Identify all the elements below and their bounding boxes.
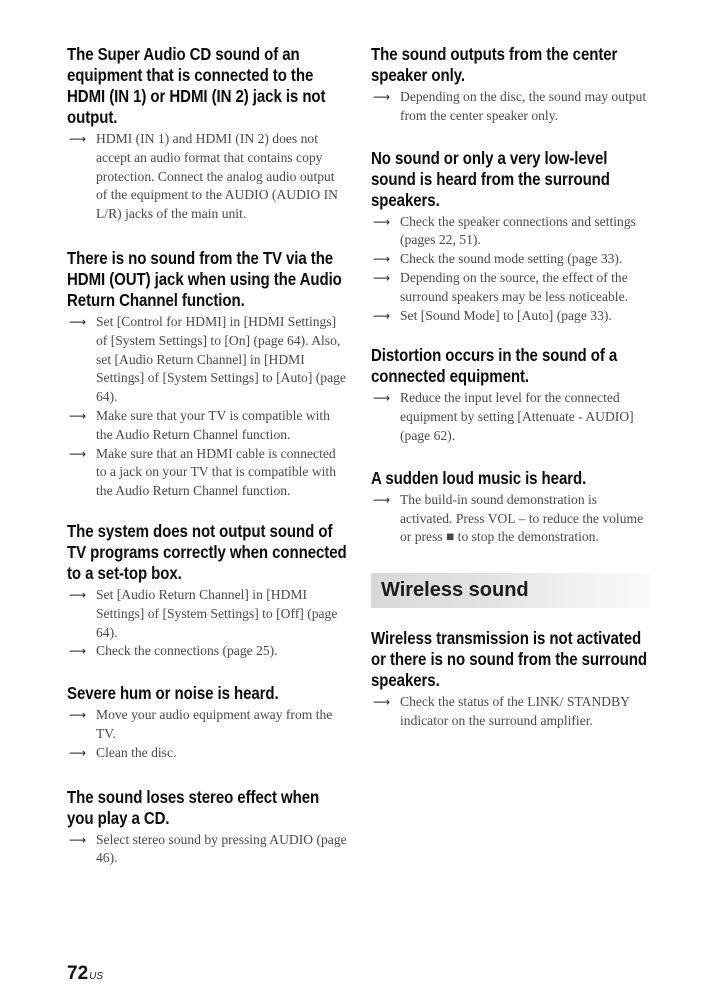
item-text: Reduce the input level for the connected equipment by setting [Attenuate - AUDIO] (page 62). [400, 390, 634, 443]
arrow-icon: ⟶ [69, 708, 87, 723]
list-item [371, 491, 651, 547]
item-text: HDMI (IN 1) and HDMI (IN 2) does not accept an audio format that contains copy protection. Connect the analog audio output of the equipment to the AUDIO (AUDIO IN L/R) jacks of the main unit. [96, 131, 338, 222]
item-text: Set [Control for HDMI] in [HDMI Settings] of [System Settings] to [On] (page 64). Also, set [Audio Return Channel] in [HDMI Settings] of [System Settings] to [Auto] (page 64). [96, 313, 346, 405]
item-list [371, 213, 651, 326]
list-item [67, 445, 347, 501]
section-banner [371, 573, 650, 608]
page-number-suffix: US [89, 971, 104, 982]
list-item [67, 313, 347, 407]
item-list [371, 693, 651, 731]
list-item [371, 389, 651, 445]
section-heading: The sound outputs from the center speaker only. [371, 44, 618, 85]
troubleshoot-section [371, 468, 651, 547]
arrow-icon: ⟶ [69, 408, 87, 423]
list-item [371, 88, 651, 126]
item-text: Check the sound mode setting (page 33). [400, 251, 623, 267]
item-text: Make sure that an HDMI cable is connected to a jack on your TV that is compatible with the Audio Return Channel function. [96, 445, 336, 499]
section-heading: The sound loses stereo effect when you play a CD. [67, 786, 320, 828]
page-number-value: 72 [67, 963, 89, 984]
troubleshoot-section [67, 521, 347, 661]
item-text: Check the connections (page 25). [96, 643, 278, 659]
arrow-icon: ⟶ [373, 492, 391, 507]
arrow-icon: ⟶ [69, 587, 87, 602]
arrow-icon: ⟶ [69, 745, 87, 760]
item-text: Check the speaker connections and settings (pages 22, 51). [400, 213, 636, 248]
arrow-icon: ⟶ [373, 695, 391, 710]
item-text: Check the status of the LINK/ STANDBY indicator on the surround amplifier. [400, 694, 630, 728]
section-heading: Distortion occurs in the sound of a connected equipment. [371, 345, 618, 387]
list-item [67, 586, 347, 642]
list-item [371, 307, 651, 326]
list-item [371, 693, 651, 731]
list-item [371, 269, 651, 307]
list-item [67, 407, 347, 445]
troubleshoot-section [67, 787, 347, 869]
arrow-icon: ⟶ [69, 832, 87, 847]
troubleshoot-section [67, 683, 347, 762]
item-text: Make sure that your TV is compatible with the Audio Return Channel function. [96, 407, 330, 442]
item-text: The build-in sound demonstration is activated. Press VOL – to reduce the volume or press ■ to stop the demonstration. [400, 491, 644, 545]
page-number [67, 962, 103, 989]
arrow-icon: ⟶ [69, 644, 87, 659]
troubleshoot-section [67, 248, 347, 501]
section-heading: There is no sound from the TV via the HDMI (OUT) jack when using the Audio Return Channel function. [67, 247, 342, 310]
section-heading: A sudden loud music is heard. [371, 467, 587, 488]
arrow-icon: ⟶ [373, 214, 391, 229]
section-heading: Severe hum or noise is heard. [67, 683, 279, 704]
item-list [67, 130, 347, 224]
arrow-icon: ⟶ [373, 252, 391, 267]
item-list [371, 88, 651, 126]
item-list [67, 586, 347, 661]
banner-title: Wireless sound [381, 579, 529, 602]
section-heading: Wireless transmission is not activated or there is no sound from the surround speakers. [371, 628, 648, 691]
arrow-icon: ⟶ [373, 90, 391, 104]
arrow-icon: ⟶ [69, 446, 87, 461]
section-heading: The system does not output sound of TV programs correctly when connected to a set-top box. [67, 520, 347, 583]
troubleshoot-section [371, 345, 651, 445]
section-heading: The Super Audio CD sound of an equipment that is connected to the HDMI (IN 1) or HDMI (IN 2) jack is not output. [67, 44, 326, 127]
troubleshoot-section [371, 148, 651, 326]
item-list [67, 313, 347, 501]
left-column [67, 44, 347, 868]
list-item [67, 130, 347, 224]
item-text: Clean the disc. [96, 744, 177, 760]
list-item [371, 213, 651, 251]
item-list [371, 389, 651, 445]
item-text: Select stereo sound by pressing AUDIO (page 46). [96, 831, 347, 866]
item-list [67, 706, 347, 762]
section-heading: No sound or only a very low-level sound is heard from the surround speakers. [371, 147, 610, 210]
troubleshoot-section [371, 628, 651, 731]
list-item [371, 250, 651, 269]
troubleshoot-section [67, 44, 347, 224]
item-text: Depending on the source, the effect of the surround speakers may be less noticeable. [400, 269, 629, 304]
list-item [67, 642, 347, 661]
troubleshoot-section [371, 44, 651, 126]
item-text: Set [Audio Return Channel] in [HDMI Settings] of [System Settings] to [Off] (page 64). [96, 586, 338, 640]
list-item [67, 706, 347, 744]
item-text: Move your audio equipment away from the TV. [96, 707, 333, 741]
list-item [67, 831, 347, 869]
item-text: Set [Sound Mode] to [Auto] (page 33). [400, 307, 612, 323]
item-text: Depending on the disc, the sound may output from the center speaker only. [400, 89, 647, 123]
arrow-icon: ⟶ [69, 314, 87, 329]
item-list [371, 491, 651, 547]
right-column [371, 44, 651, 731]
arrow-icon: ⟶ [373, 391, 391, 406]
arrow-icon: ⟶ [69, 132, 87, 146]
list-item [67, 744, 347, 763]
arrow-icon: ⟶ [373, 308, 391, 323]
item-list [67, 831, 347, 869]
arrow-icon: ⟶ [373, 270, 391, 285]
